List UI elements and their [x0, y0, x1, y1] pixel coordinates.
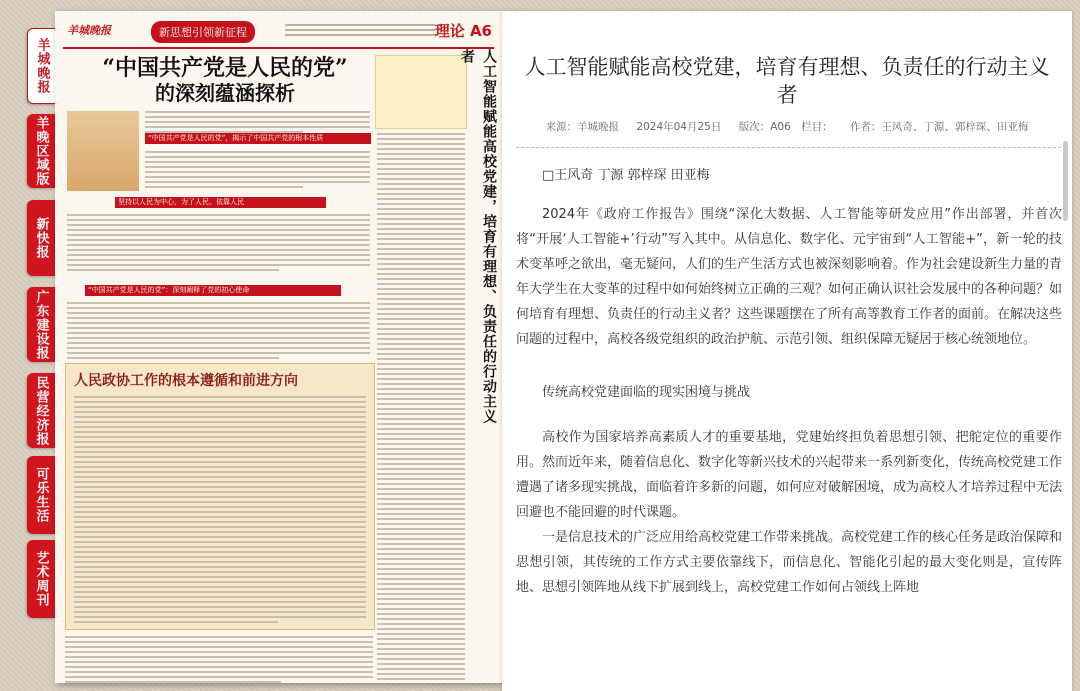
paper-headline[interactable]: [75, 55, 375, 105]
newspaper-page[interactable]: [55, 11, 502, 683]
paper-header: [63, 17, 494, 49]
article-paragraph-1: 2024年《政府工作报告》围绕“深化大数据、人工智能等研发应用”作出部署，并首次将“开展‘人工智能+’行动”写入其中。从信息化、数字化、元宇宙到“人工智能+”，新一轮的技术变革呼之欲出，毫无疑问，人们的生产生活方式也被深刻影响着。作为社会建设新生力量的青年大学生在大变革的过程中如何始终树立正确的三观？如何正确认识社会发展中的各种问题？如何培育有理想、负责任的行动主义者？这些课题摆在了所有高等教育工作者的面前。在解决这些问题的过程中，高校各级党组织的政治护航、示范引领、组织保障无疑居于核心统领地位。: [516, 207, 1063, 347]
article-edition: 版次：A06: [738, 121, 791, 133]
page-article-text[interactable]: [377, 133, 465, 683]
tab-yangcheng-evening[interactable]: 羊城晚报: [27, 28, 56, 104]
page-tag: 理论 A6: [434, 22, 492, 40]
paper-headline-line1: “中国共产党是人民的党”: [102, 55, 348, 81]
article-scrollbar[interactable]: [1063, 141, 1068, 221]
article-column: 栏目：: [801, 121, 833, 133]
article-source: 来源：羊城晚报: [545, 121, 620, 133]
tab-private-economy[interactable]: 民营经济报: [27, 373, 55, 448]
text-block: [67, 214, 370, 274]
tab-guangdong-construction[interactable]: 广东建设报: [27, 287, 55, 362]
text-block: [65, 636, 373, 683]
sidebar-note: [375, 55, 467, 129]
paper-logo: 羊城晚报: [67, 24, 111, 37]
header-meta: [285, 21, 435, 41]
article-byline: □王风奇 丁源 郭梓琛 田亚梅: [542, 168, 710, 183]
headline-photo: [67, 111, 139, 191]
red-subhead-2: 坚持以人民为中心，为了人民、依靠人民: [115, 197, 326, 208]
tab-art-weekly[interactable]: 艺术周刊: [27, 540, 55, 618]
tab-cola-life[interactable]: 可乐生活: [27, 456, 55, 534]
cppcc-article-box[interactable]: [65, 363, 375, 630]
tab-yangwan-regional[interactable]: 羊晚区域版: [27, 114, 55, 188]
red-subhead-1: “中国共产党是人民的党”，揭示了中国共产党的根本性质: [145, 133, 371, 144]
red-subhead-3: “中国共产党是人民的党”：深刻阐释了党的初心使命: [85, 285, 341, 296]
text-block: [74, 396, 366, 626]
column-tag: 新思想引领新征程: [151, 21, 255, 43]
article-meta: [502, 119, 1072, 134]
article-panel: [502, 11, 1072, 691]
paper-headline-line2: 的深刻蕴涵探析: [155, 81, 295, 105]
article-paragraph-3: 一是信息技术的广泛应用给高校党建工作带来挑战。高校党建工作的核心任务是政治保障和思想引领，其传统的工作方式主要依靠线下，而信息化、智能化引起的最大变化则是，宣传阵地、思想引领阵地从线下扩展到线上，高校党建工作如何占领线上阵地: [516, 530, 1063, 595]
article-body: [516, 163, 1062, 600]
text-block: [67, 302, 370, 362]
article-title: 人工智能赋能高校党建，培育有理想、负责任的行动主义者: [524, 55, 1050, 107]
meta-divider: [516, 147, 1061, 148]
article-authors: 作者：王风奇、丁源、郭梓琛、田亚梅: [849, 121, 1029, 133]
page-article-vertical-title[interactable]: 人工智能赋能高校党建，培育有理想、负责任的行动主义者: [459, 49, 497, 424]
article-paragraph-2: 高校作为国家培养高素质人才的重要基地，党建始终担负着思想引领、把舵定位的重要作用。然而近年来，随着信息化、数字化等新兴技术的兴起带来一系列新变化，传统高校党建工作遭遇了诸多现实挑战，面临着许多新的问题，如何应对破解困境，成为高校人才培养过程中无法回避也不能回避的时代课题。: [516, 430, 1063, 520]
article-section-heading: 传统高校党建面临的现实困境与挑战: [542, 385, 751, 400]
text-block: [145, 151, 370, 191]
tab-xinkuaibao[interactable]: 新快报: [27, 200, 55, 276]
box-title: 人民政协工作的根本遵循和前进方向: [74, 373, 298, 389]
article-date: 2024年04月25日: [636, 121, 722, 133]
